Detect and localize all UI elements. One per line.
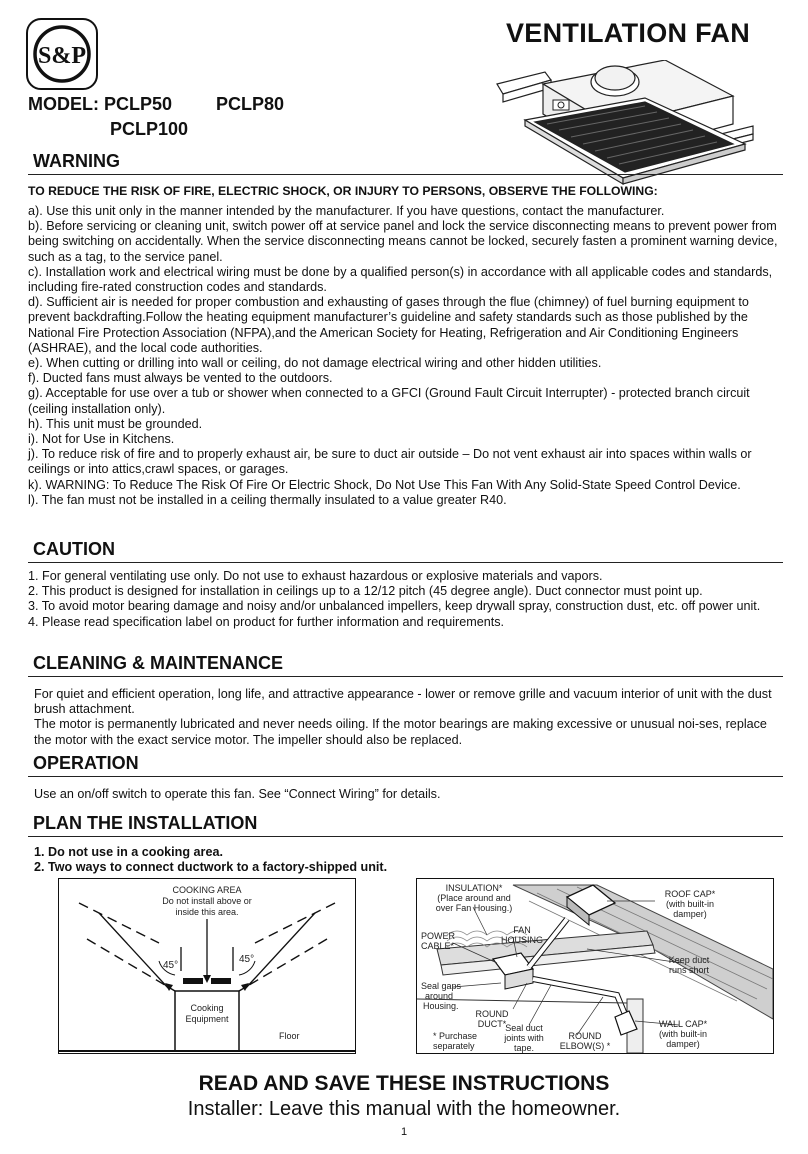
seal-duct-label3: tape. (513, 1043, 535, 1053)
caution-heading: CAUTION (28, 538, 783, 563)
model-second: PCLP80 (216, 94, 285, 114)
operation-section (28, 752, 783, 802)
roof-cap-note1: (with built-in (665, 899, 714, 909)
warning-item: h). This unit must be grounded. (28, 416, 203, 431)
warning-item: k). WARNING: To Reduce The Risk Of Fire Or Electric Shock, Do Not Use This Fan With Any Solid-State Speed Control Device. (28, 477, 741, 492)
cleaning-heading: CLEANING & MAINTENANCE (28, 652, 783, 677)
caution-item: 3. To avoid motor bearing damage and noisy and/or unbalanced impellers, keep drywall spray, construction dust, etc. off power unit. (28, 599, 761, 614)
seal-duct-label2: joints with (504, 1033, 544, 1043)
document-title: VENTILATION FAN (506, 18, 750, 48)
warning-item: a). Use this unit only in the manner intended by the manufacturer. If you have questions, contact the manufacturer. (28, 204, 665, 218)
fan-housing-label2: HOUSING (500, 935, 543, 945)
read-save-heading: READ AND SAVE THESE INSTRUCTIONS (198, 1072, 610, 1095)
caution-section (28, 538, 783, 630)
model-third: PCLP100 (110, 119, 189, 139)
operation-text: Use an on/off switch to operate this fan. See “Connect Wiring” for details. (34, 787, 441, 801)
cleaning-section (28, 652, 783, 748)
equipment-line2: Equipment (185, 1014, 229, 1024)
installation-diagram (416, 878, 774, 1054)
warning-item: e). When cutting or drilling into wall or ceiling, do not damage electrical wiring and other hidden utilities. (28, 356, 602, 371)
angle-left-label: 45° (163, 960, 179, 971)
plan-section (28, 812, 783, 875)
wall-cap-note1: (with built-in (658, 1029, 707, 1039)
sp-logo (26, 18, 98, 90)
model-label: MODEL: PCLP50 (28, 94, 173, 114)
round-duct-label1: ROUND (475, 1009, 509, 1019)
warning-section (28, 150, 783, 508)
warning-item: j). To reduce risk of fire and to properly exhaust air, be sure to duct air outside – Do not vent exhaust air into spaces within walls or ceilings or into attics,crawl spaces, or garages. (28, 447, 752, 477)
warning-subheading: TO REDUCE THE RISK OF FIRE, ELECTRIC SHOCK, OR INJURY TO PERSONS, OBSERVE THE FOLLOWING: (28, 184, 658, 198)
angle-right-label: 45° (239, 954, 255, 965)
warning-item: g). Acceptable for use over a tub or shower when connected to a GFCI (Ground Fault Circuit Interrupter) - protected branch circuit (ceiling installation only). (28, 386, 750, 416)
warning-item: d). Sufficient air is needed for proper combustion and exhausting of gases through the flue (chimney) of fuel burning equipment to prevent backdrafting.Follow the heating equipment manufacturer’s guideline and safety standards such as those published by the National Fire Protection Association (NFPA),and the American Society for Heating, Refrigeration and Air Conditioning Engineers (ASHRAE), and the local code authorities. (28, 295, 749, 355)
caution-item: 2. This product is designed for installation in ceilings up to a 12/12 pitch (45 degree angle). Duct connector must point up. (28, 584, 703, 599)
warning-item: b). Before servicing or cleaning unit, switch power off at service panel and lock the service disconnecting means to prevent power from being switching on accidentally. When the service disconnecting means cannot be locked, securely fasten a prominent warning device, such as a tag, to the service panel. (28, 219, 778, 264)
caution-item: 4. Please read specification label on product for further information and requirements. (28, 614, 505, 629)
round-elbow-label1: ROUND (568, 1031, 602, 1041)
seal-gaps-label1: Seal gaps (421, 981, 462, 991)
cooking-area-label: COOKING AREA (172, 885, 242, 895)
roof-cap-note2: damper) (673, 909, 707, 919)
cooking-note-line1: Do not install above or (162, 896, 252, 906)
warning-item: l). The fan must not be installed in a ceiling thermally insulated to a value greater R40. (28, 492, 507, 507)
caution-list (28, 569, 783, 630)
logo-text: S&P (38, 43, 86, 69)
fan-housing-label1: FAN (513, 925, 531, 935)
cleaning-text (28, 687, 783, 748)
power-cable-label2: CABLE* (421, 941, 455, 951)
page-number: 1 (400, 1126, 408, 1138)
cleaning-paragraph: For quiet and efficient operation, long life, and attractive appearance - lower or remove grille and vacuum interior of unit with the dust brush attachment. (34, 687, 772, 717)
round-duct-label2: DUCT* (477, 1019, 507, 1029)
cooking-note-line2: inside this area. (175, 907, 239, 917)
purchase-note1: * Purchase (433, 1031, 478, 1041)
model-block (28, 92, 285, 142)
warning-heading: WARNING (28, 150, 783, 175)
power-cable-label1: POWER (421, 931, 456, 941)
seal-duct-label1: Seal duct (505, 1023, 543, 1033)
seal-gaps-label3: Housing. (423, 1001, 459, 1011)
purchase-note2: separately (433, 1041, 475, 1051)
roof-cap-label: ROOF CAP* (664, 889, 716, 899)
wall-cap-note2: damper) (666, 1039, 700, 1049)
plan-item: 2. Two ways to connect ductwork to a factory-shipped unit. (34, 860, 388, 875)
cooking-area-diagram (58, 878, 356, 1054)
insulation-note2: over Fan Housing.) (435, 903, 513, 913)
plan-item: 1. Do not use in a cooking area. (34, 845, 223, 859)
floor-label: Floor (279, 1031, 300, 1041)
warning-item: f). Ducted fans must always be vented to the outdoors. (28, 371, 333, 386)
wall-cap-label: WALL CAP* (658, 1019, 708, 1029)
warning-item: i). Not for Use in Kitchens. (28, 432, 175, 447)
plan-list (28, 845, 783, 875)
equipment-line1: Cooking (190, 1003, 224, 1013)
seal-gaps-label2: around (425, 991, 454, 1001)
keep-duct-label2: runs short (668, 965, 710, 975)
operation-heading: OPERATION (28, 752, 783, 777)
caution-item: 1. For general ventilating use only. Do not use to exhaust hazardous or explosive materials and vapors. (28, 569, 603, 583)
warning-item: c). Installation work and electrical wiring must be done by a qualified person(s) in accordance with all applicable codes and standards, including fire-rated construction codes and standards. (28, 264, 773, 295)
round-elbow-label2: ELBOW(S) * (559, 1041, 611, 1051)
keep-duct-label1: Keep duct (668, 955, 710, 965)
insulation-note1: (Place around and (437, 893, 511, 903)
plan-heading: PLAN THE INSTALLATION (28, 812, 783, 837)
warning-list (28, 204, 783, 508)
insulation-label: INSULATION* (445, 883, 503, 893)
installer-note: Installer: Leave this manual with the homeowner. (187, 1098, 621, 1120)
cleaning-paragraph: The motor is permanently lubricated and never needs oiling. If the motor bearings are making excessive or unusual noi-ses, replace the motor with the exact service motor. The impeller should also be replaced. (34, 717, 767, 747)
